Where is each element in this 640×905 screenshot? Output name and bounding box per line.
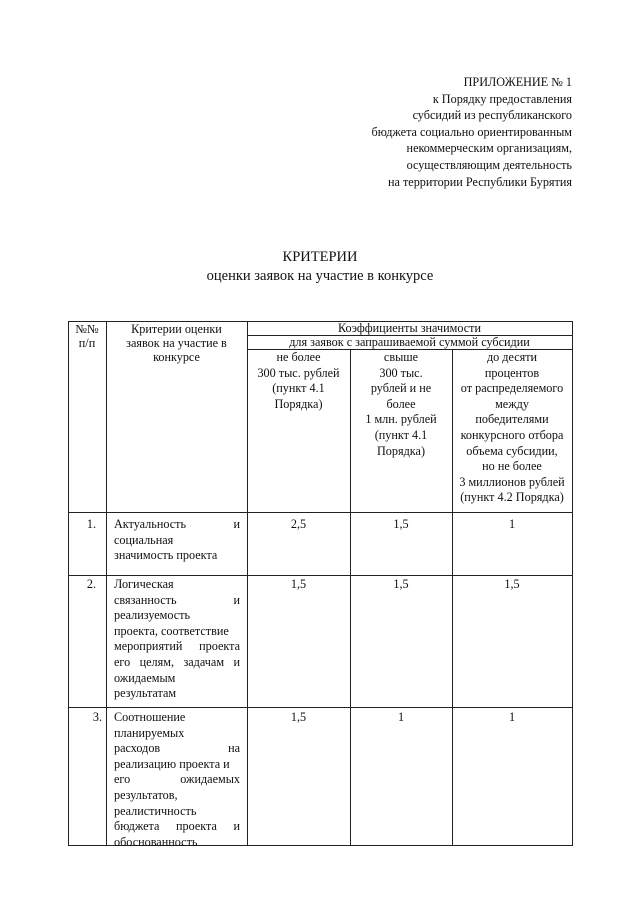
table-border-right: [572, 321, 573, 846]
row-2-value-col1: 1,5: [290, 577, 307, 591]
row-1-number: 1.: [86, 517, 96, 531]
header-coefficients-sub: для заявок с запрашиваемой суммой субсидии: [289, 335, 530, 349]
row-2-number: 2.: [86, 577, 96, 591]
row-2-criterion: Логическая связанность и реализуемость проекта, соответствие мероприятий проекта его целям, задачам и ожидаемым результатам: [114, 577, 240, 701]
header-criteria: Критерии оценки заявок на участие в конкурсе: [126, 322, 227, 364]
table-row-divider: [68, 512, 572, 513]
header-col-up-to-3m: до десяти процентов от распределяемого между победителями конкурсного отбора объема субсидии, но не более 3 миллионов рублей (пункт 4.2 Порядка): [459, 350, 565, 505]
document-title: КРИТЕРИИ: [282, 249, 358, 265]
row-3-value-col1: 1,5: [290, 710, 307, 724]
row-3-value-col2: 1: [397, 710, 405, 724]
appendix-line: ПРИЛОЖЕНИЕ № 1: [463, 75, 572, 89]
header-number: №№ п/п: [75, 322, 99, 350]
row-3-criterion: Соотношение планируемых расходов на реализацию проекта и его ожидаемых результатов, реалистичность бюджета проекта и обоснованность: [114, 710, 240, 849]
criteria-table: [68, 321, 572, 849]
row-1-value-col3: 1: [508, 517, 516, 531]
appendix-line: бюджета социально ориентированным: [371, 124, 572, 139]
header-col-over-300k: свыше 300 тыс. рублей и не более 1 млн. рублей (пункт 4.1 Порядка): [365, 350, 437, 458]
row-2-value-col2: 1,5: [393, 577, 409, 591]
table-row-divider: [68, 575, 572, 576]
appendix-line: на территории Республики Бурятия: [388, 174, 572, 189]
row-1-criterion: Актуальность и социальная значимость проекта: [114, 517, 240, 563]
row-1-value-col2: 1,5: [393, 517, 409, 531]
appendix-line: к Порядку предоставления: [432, 91, 572, 106]
appendix-line: субсидий из республиканского: [412, 108, 572, 123]
row-2-value-col3: 1,5: [504, 577, 520, 591]
appendix-line: некоммерческим организациям,: [406, 141, 572, 156]
table-col-divider: [106, 321, 107, 846]
header-coefficients: Коэффициенты значимости: [338, 321, 481, 335]
appendix-line: осуществляющим деятельность: [406, 157, 572, 172]
document-subtitle: оценки заявок на участие в конкурсе: [206, 268, 434, 284]
table-row-divider: [68, 707, 572, 708]
row-3-number: 3.: [92, 710, 102, 724]
appendix-header: [372, 74, 572, 190]
row-3-value-col3: 1: [508, 710, 516, 724]
row-1-value-col1: 2,5: [290, 517, 307, 531]
header-col-up-to-300k: не более 300 тыс. рублей (пункт 4.1 Порядка): [257, 350, 340, 411]
